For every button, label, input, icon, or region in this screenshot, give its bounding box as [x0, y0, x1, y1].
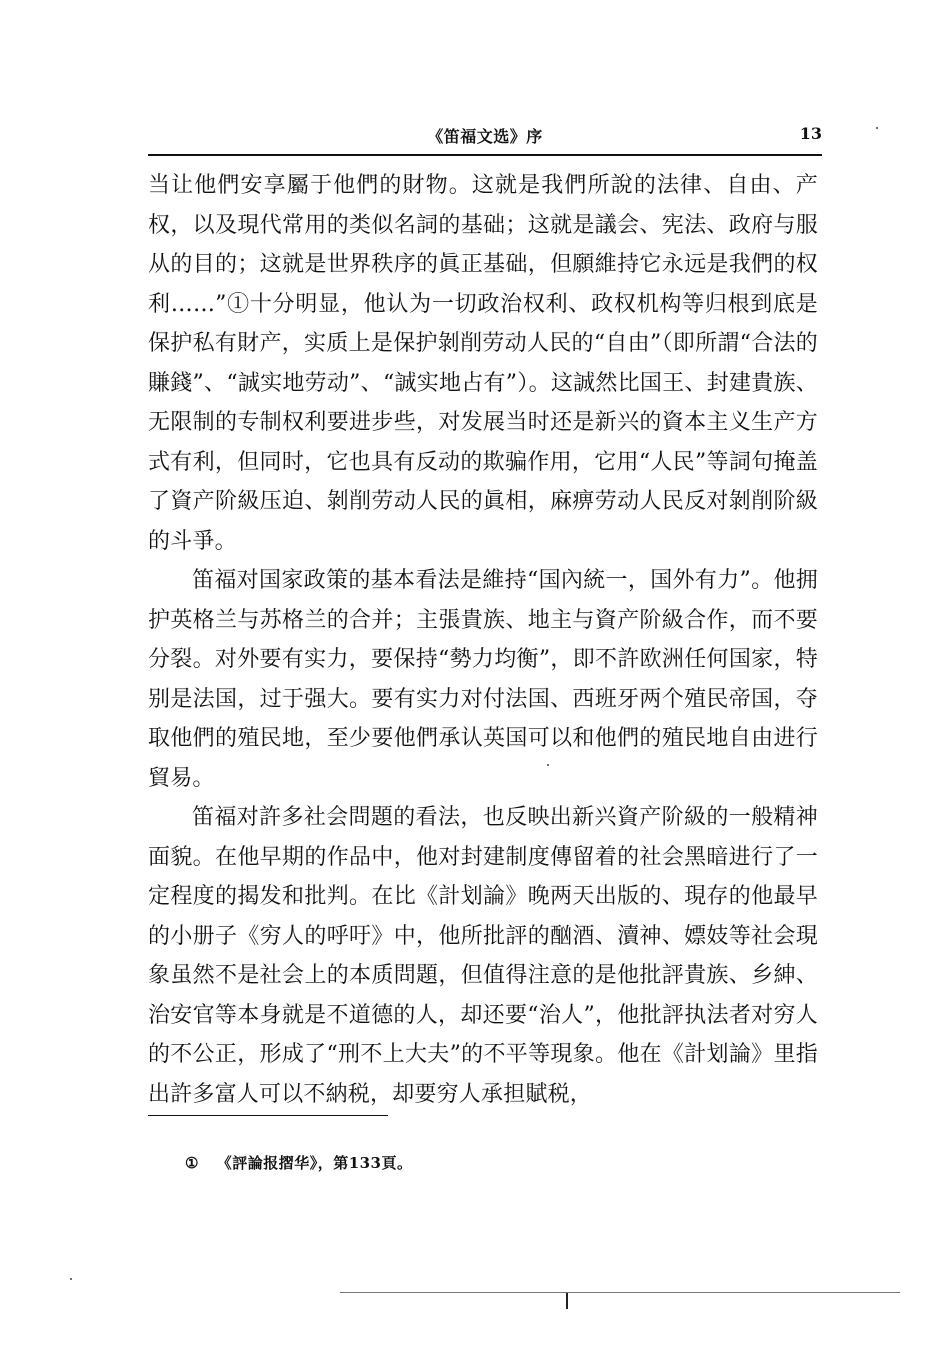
- footnote-marker: ①: [185, 1154, 199, 1172]
- page-number: 13: [799, 124, 822, 143]
- scan-speck: [547, 764, 549, 766]
- scan-speck: [876, 127, 878, 129]
- scan-speck: [70, 1278, 72, 1280]
- footnote: [185, 1152, 413, 1173]
- paragraph-2: 笛福对国家政策的基本看法是維持“国內統一，国外有力”。他拥护英格兰与苏格兰的合并；主張貴族、地主与資产阶級合作，而不要分裂。对外要有实力，要保持“勢力均衡”，即不許欧洲任何国家，特别是法国，过于强大。要有实力对付法国、西班牙两个殖民帝国，夺取他們的殖民地，至少要他們承认英国可以和他們的殖民地自由进行貿易。: [148, 568, 818, 791]
- paragraph-3: 笛福对許多社会問題的看法，也反映出新兴資产阶級的一般精神面貌。在他早期的作品中，他对封建制度傳留着的社会黑暗进行了一定程度的揭发和批判。在比《計划論》晚两天出版的、現存的他最早的小册子《穷人的呼吁》中，他所批評的酗酒、瀆神、嫖妓等社会現象虽然不是社会上的本质問題，但值得注意的是他批評貴族、乡紳、治安官等本身就是不道德的人，却还要“治人”，他批評执法者对穷人的不公正，形成了“刑不上大夫”的不平等現象。他在《計划論》里指出許多富人可以不納税，却要穷人承担賦税，: [148, 805, 818, 1107]
- running-title: 《笛福文选》序: [427, 127, 543, 146]
- footnote-divider: [148, 1115, 388, 1116]
- running-header: [148, 122, 822, 156]
- scan-edge-mark: [566, 1293, 568, 1309]
- scan-edge-line: [340, 1292, 900, 1293]
- paragraph-1: 当让他們安享屬于他們的財物。这就是我們所說的法律、自由、产权，以及現代常用的类似名詞的基础；这就是議会、宪法、政府与服从的目的；这就是世界秩序的眞正基础，但願維持它永远是我們的权利……”①十分明显，他认为一切政治权利、政权机构等归根到底是保护私有財产，实质上是保护剝削劳动人民的“自由”（即所謂“合法的賺錢”、“誠实地劳动”、“誠实地占有”）。这誠然比国王、封建貴族、无限制的专制权利要进步些，对发展当时还是新兴的資本主义生产方式有利，但同时，它也具有反动的欺骗作用，它用“人民”等詞句掩盖了資产阶級压迫、剝削劳动人民的眞相，麻痹劳动人民反对剝削阶級的斗爭。: [148, 173, 818, 554]
- footnote-text: 《評論报摺华》，第133頁。: [216, 1154, 413, 1172]
- body-text: [148, 166, 818, 1114]
